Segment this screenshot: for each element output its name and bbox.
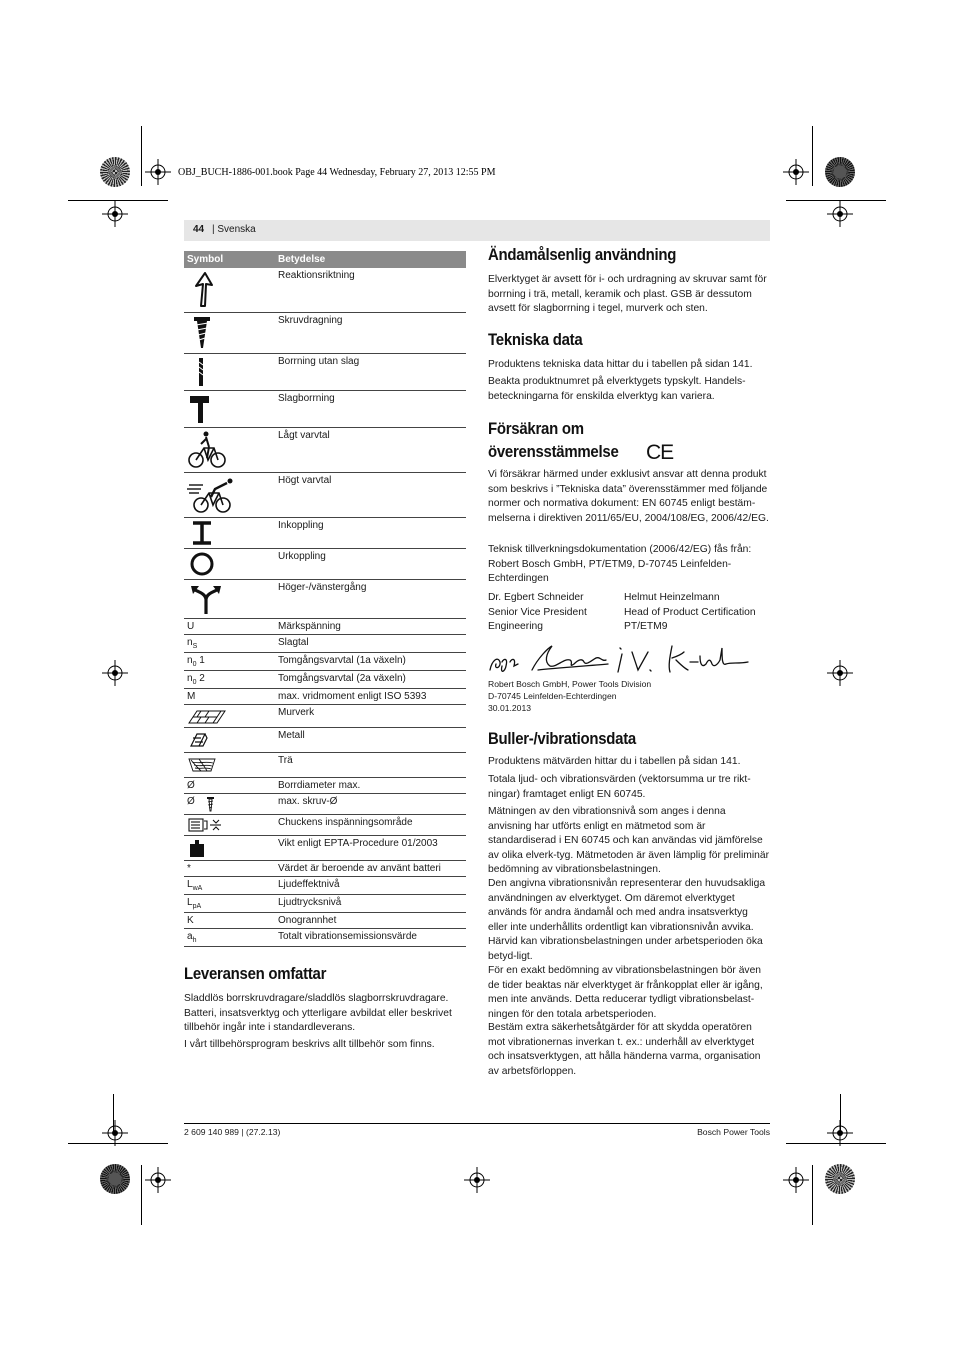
metal-icon — [187, 730, 272, 750]
delivery-heading: Leveransen omfattar — [184, 964, 327, 983]
registration-mark-icon — [145, 1167, 171, 1193]
signer-1-name: Dr. Egbert Schneider — [488, 592, 584, 603]
symbol-text: a — [187, 931, 193, 942]
symbol-table — [184, 251, 466, 947]
symbol-subscript: 0 — [192, 679, 197, 686]
symbol-text: * — [187, 863, 191, 874]
switch-off-icon — [187, 551, 272, 577]
symbol-cell — [184, 861, 275, 877]
fast-bicycle-icon — [187, 475, 272, 515]
table-header-row — [184, 251, 466, 268]
switch-on-icon — [187, 520, 272, 546]
symbol-cell — [184, 354, 275, 391]
symbol-subscript: S — [192, 643, 198, 650]
meaning-cell: Lågt varvtal — [275, 428, 466, 473]
registration-mark-icon — [102, 660, 128, 686]
company-line-1: Robert Bosch GmbH, Power Tools Division — [488, 679, 652, 689]
signer-2-name: Helmut Heinzelmann — [624, 592, 720, 603]
symbol-cell — [184, 313, 275, 354]
meaning-cell: Metall — [275, 728, 466, 753]
meaning-cell: Ljudeffektnivå — [275, 877, 466, 895]
conformity-paragraph-2: Teknisk tillverkningsdokumentation (2006/42/EG) fås från: Robert Bosch GmbH, PT/ETM9, D-70745 Leinfelden-Echterdingen — [488, 544, 752, 584]
print-slug: OBJ_BUCH-1886-001.book Page 44 Wednesday, February 27, 2013 12:55 PM — [178, 167, 496, 178]
symbol-text: Ø — [187, 780, 195, 791]
symbol-cell — [184, 929, 275, 947]
symbol-cell — [184, 391, 275, 428]
table-row — [184, 753, 466, 778]
signer-2-title-2: PT/ETM9 — [624, 621, 668, 632]
meaning-cell: Borrning utan slag — [275, 354, 466, 391]
company-line-2: D-70745 Leinfelden-Echterdingen — [488, 691, 617, 701]
meaning-cell: Murverk — [275, 705, 466, 728]
table-row — [184, 671, 466, 689]
symbol-text: n — [187, 673, 193, 684]
table-row — [184, 877, 466, 895]
chuck-range-icon — [187, 817, 272, 833]
table-row — [184, 895, 466, 913]
table-row — [184, 728, 466, 753]
table-row — [184, 653, 466, 671]
table-row — [184, 913, 466, 929]
table-row — [184, 815, 466, 836]
symbol-cell — [184, 778, 275, 794]
table-row — [184, 391, 466, 428]
symbol-subscript: pA — [192, 903, 202, 910]
meaning-cell: Inkoppling — [275, 518, 466, 549]
table-row — [184, 428, 466, 473]
symbol-subscript: h — [192, 937, 197, 944]
drill-bit-icon — [187, 356, 272, 388]
symbol-cell — [184, 518, 275, 549]
table-row — [184, 861, 466, 877]
symbol-cell — [184, 689, 275, 705]
company-date: 30.01.2013 — [488, 703, 532, 713]
symbol-text: M — [187, 691, 196, 702]
table-row — [184, 794, 466, 815]
symbol-cell — [184, 653, 275, 671]
meaning-cell: Borrdiameter max. — [275, 778, 466, 794]
meaning-cell: Slagborrning — [275, 391, 466, 428]
color-rosette-top-right — [825, 157, 855, 187]
signer-1-title-2: Engineering — [488, 621, 543, 632]
symbol-cell — [184, 428, 275, 473]
registration-mark-icon — [102, 201, 128, 227]
meaning-cell: Högt varvtal — [275, 473, 466, 518]
symbol-text: U — [187, 621, 195, 632]
meaning-cell: max. vridmoment enligt ISO 5393 — [275, 689, 466, 705]
noise-paragraph-2: Totala ljud- och vibrationsvärden (vektorsumma ur tre rikt-ningar) framtaget enligt EN 60745. — [488, 774, 751, 800]
symbol-subscript: 0 — [192, 661, 197, 668]
meaning-cell: Trä — [275, 753, 466, 778]
symbol-cell — [184, 836, 275, 861]
symbol-text: n — [187, 637, 193, 648]
color-rosette-bottom-left — [100, 1164, 130, 1194]
table-row — [184, 313, 466, 354]
symbol-text: L — [187, 879, 193, 890]
symbol-text: Ø — [187, 796, 195, 807]
meaning-cell: Slagtal — [275, 635, 466, 653]
table-row — [184, 635, 466, 653]
meaning-cell: Tomgångsvarvtal (2a växeln) — [275, 671, 466, 689]
table-row — [184, 705, 466, 728]
noise-paragraph-6: Bestäm extra säkerhetsåtgärder för att skydda operatören mot vibrationernas inverkan t. ex.: underhåll av elverktyget och insatsverktygen, att hålla händerna varma, organisation av arbetsförloppen. — [488, 1022, 761, 1077]
intended-use-paragraph: Elverktyget är avsett för i- och urdragning av skruvar samt för borrning i trä, metall, keramik och plast. GSB är dessutom avsett för slagborrning i tegel, murverk och sten. — [488, 274, 767, 314]
table-row — [184, 689, 466, 705]
meaning-cell: Höger-/vänstergång — [275, 580, 466, 619]
symbol-cell — [184, 580, 275, 619]
registration-mark-icon — [827, 660, 853, 686]
symbol-suffix: 1 — [196, 655, 205, 666]
symbol-text: L — [187, 897, 193, 908]
weight-icon — [187, 838, 272, 858]
page-number: 44 — [193, 224, 205, 235]
noise-paragraph-1: Produktens mätvärden hittar du i tabellen på sidan 141. — [488, 756, 741, 767]
meaning-cell: Tomgångsvarvtal (1a växeln) — [275, 653, 466, 671]
symbol-cell — [184, 877, 275, 895]
symbol-cell — [184, 619, 275, 635]
table-row — [184, 518, 466, 549]
tech-data-paragraph-1: Produktens tekniska data hittar du i tabellen på sidan 141. — [488, 359, 753, 370]
handwritten-signatures — [486, 640, 756, 678]
conformity-paragraph-1: Vi försäkrar härmed under exklusivt ansvar att denna produkt som beskrivs i ”Tekniska data” överensstämmer med följande normer och normativa dokument: EN 60745 enligt bestäm-melserna i direktiven 2011/65/EU, 2004/108/EG, 2006/42/EG. — [488, 469, 769, 524]
symbol-cell — [184, 705, 275, 728]
intended-use-heading: Ändamålsenlig användning — [488, 245, 677, 264]
symbol-cell — [184, 913, 275, 929]
table-row — [184, 549, 466, 580]
meaning-cell: Chuckens inspänningsområde — [275, 815, 466, 836]
small-screw-icon — [203, 796, 219, 812]
meaning-cell: Vikt enligt EPTA-Procedure 01/2003 — [275, 836, 466, 861]
masonry-icon — [187, 707, 272, 725]
delivery-paragraph-2: I vårt tillbehörsprogram beskrivs allt tillbehör som finns. — [184, 1039, 435, 1050]
table-row — [184, 473, 466, 518]
slow-bicycle-icon — [187, 430, 272, 470]
page-language: | Svenska — [212, 224, 256, 235]
meaning-cell: Reaktionsriktning — [275, 268, 466, 313]
table-row — [184, 836, 466, 861]
registration-mark-icon — [827, 201, 853, 227]
meaning-cell: max. skruv-Ø — [275, 794, 466, 815]
table-row — [184, 354, 466, 391]
noise-paragraph-3: Mätningen av den vibrationsnivå som anges i denna anvisning har utförts enligt en mätmetod som är standardiserad i EN 60745 och kan användas vid jämförelse av olika elverk-tyg. Mätmetoden är även lämplig för preliminär bedömning av vibrationsbelastningen. — [488, 806, 769, 875]
symbol-cell — [184, 794, 275, 815]
noise-vibration-heading: Buller-/vibrationsdata — [488, 729, 636, 748]
hammer-icon — [187, 393, 272, 425]
noise-paragraph-5: För en exakt bedömning av vibrationsbelastningen bör även de tider beaktas när elverktyget är frånkopplat eller är igång, men inte används. Detta reducerar tydligt vibrationsbelast-ningen för den totala arbetsperioden. — [488, 965, 763, 1020]
meaning-cell: Värdet är beroende av använt batteri — [275, 861, 466, 877]
col-header-meaning: Betydelse — [275, 251, 466, 268]
symbol-cell — [184, 671, 275, 689]
tech-data-heading: Tekniska data — [488, 330, 583, 349]
registration-mark-icon — [783, 159, 809, 185]
symbol-cell — [184, 635, 275, 653]
ce-mark-icon: CE — [646, 441, 674, 464]
delivery-paragraph-1: Sladdlös borrskruvdragare/sladdlös slagborrskruvdragare. Batteri, insatsverktyg och ytterligare avbildat eller beskrivet tillbehör ingår inte i standardleverans. — [184, 993, 452, 1033]
symbol-subscript: wA — [192, 885, 203, 892]
meaning-cell: Onogrannhet — [275, 913, 466, 929]
table-row — [184, 268, 466, 313]
wood-icon — [187, 755, 272, 775]
registration-mark-icon — [145, 159, 171, 185]
symbol-cell — [184, 268, 275, 313]
page-header — [184, 220, 770, 241]
footer-brand: Bosch Power Tools — [697, 1127, 770, 1137]
tech-data-paragraph-2: Beakta produktnumret på elverktygets typskylt. Handels-beteckningarna för enskilda elverktyg kan variera. — [488, 376, 746, 402]
symbol-cell — [184, 815, 275, 836]
footer-rule — [184, 1123, 770, 1124]
footer-doc-number: 2 609 140 989 | (27.2.13) — [184, 1127, 281, 1137]
table-row — [184, 580, 466, 619]
meaning-cell: Urkoppling — [275, 549, 466, 580]
noise-paragraph-4: Den angivna vibrationsnivån representerar den huvudsakliga användningen av elverktyget. Om däremot elverktyget används för andra ändamål och med andra insatsverktyg eller inte underhållits ordentligt kan vibrationsnivån avvika. Härvid kan vibrationsbelastningen under arbetsperioden öka betyd-ligt. — [488, 878, 766, 962]
symbol-suffix: 2 — [196, 673, 205, 684]
table-row — [184, 619, 466, 635]
symbol-text: n — [187, 655, 193, 666]
registration-mark-icon — [464, 1167, 490, 1193]
reaction-arrow-icon — [187, 270, 272, 310]
conformity-heading-line-2: överensstämmelse — [488, 442, 619, 461]
symbol-cell — [184, 753, 275, 778]
table-row — [184, 929, 466, 947]
direction-fork-icon — [187, 582, 272, 616]
color-rosette-bottom-right — [825, 1164, 855, 1194]
conformity-heading-line-1: Försäkran om — [488, 419, 584, 438]
screw-icon — [187, 315, 272, 351]
meaning-cell: Skruvdragning — [275, 313, 466, 354]
signer-2-title-1: Head of Product Certification — [624, 606, 756, 618]
color-rosette-top-left — [100, 157, 130, 187]
symbol-cell — [184, 549, 275, 580]
col-header-symbol: Symbol — [184, 251, 275, 268]
meaning-cell: Totalt vibrationsemissionsvärde — [275, 929, 466, 947]
registration-mark-icon — [783, 1167, 809, 1193]
symbol-text: K — [187, 915, 194, 926]
meaning-cell: Ljudtrycksnivå — [275, 895, 466, 913]
symbol-cell — [184, 473, 275, 518]
symbol-cell — [184, 728, 275, 753]
meaning-cell: Märkspänning — [275, 619, 466, 635]
symbol-cell — [184, 895, 275, 913]
signer-1-title-1: Senior Vice President — [488, 606, 587, 618]
table-row — [184, 778, 466, 794]
